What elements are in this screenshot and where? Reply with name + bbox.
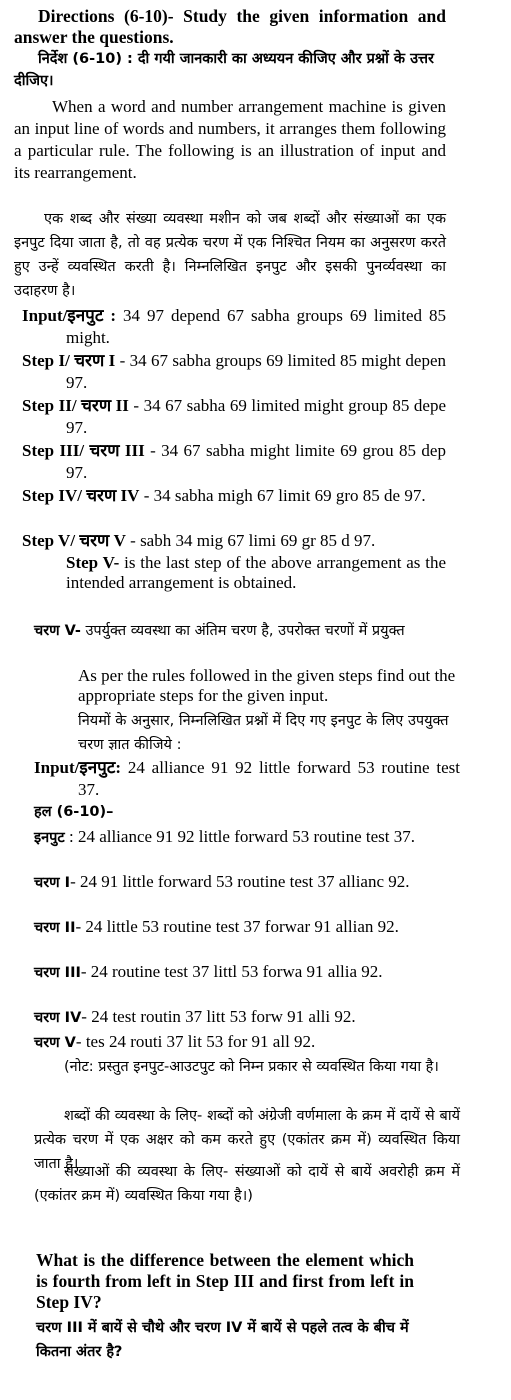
final-step-english: Step V- is the last step of the above arrangement as the intended arrangement is obtained. <box>66 553 446 592</box>
directions-hindi-heading: निर्देश (6-10) <box>38 51 122 67</box>
rules-english: As per the rules followed in the given steps find out the appropriate steps for the given input. <box>78 666 456 705</box>
rules-hindi: नियमों के अनुसार, निम्नलिखित प्रश्नों में दिए गए इनपुट के लिए उपयुक्त चरण ज्ञात कीजिये : <box>78 713 449 753</box>
number-arrangement-rule: संख्याओं की व्यवस्था के लिए- संख्याओं को दायें से बायें अवरोही क्रम में (एकांतर क्रम में) व्यवस्थित किया गया है।) <box>34 1164 460 1204</box>
intro-english: When a word and number arrangement machine is given an input line of words and numbers, it arranges them following a particular rule. The following is an illustration of input and its rearrangement. <box>14 97 446 182</box>
solution-heading: हल (6-10)– <box>34 804 114 820</box>
solution-step-2: चरण II- 24 little 53 routine test 37 forwar 91 allian 92. <box>34 917 399 936</box>
example-step-4: Step IV/ चरण IV - 34 sabha migh 67 limit 69 gro 85 de 97. <box>22 486 426 506</box>
solution-step-5: चरण V- tes 24 routi 37 lit 53 for 91 all 92. <box>34 1032 316 1051</box>
solution-step-3: चरण III- 24 routine test 37 littl 53 forwa 91 allia 92. <box>34 962 383 981</box>
solution-note: (नोट: प्रस्तुत इनपुट-आउटपुट को निम्न प्रकार से व्यवस्थित किया गया है। <box>64 1059 439 1075</box>
example-step-5: Step V/ चरण V - sabh 34 mig 67 limi 69 gr 85 d 97. <box>22 531 376 551</box>
solution-input: इनपुट : 24 alliance 91 92 little forward 53 routine test 37. <box>34 827 416 846</box>
solution-step-4: चरण IV- 24 test routin 37 litt 53 forw 91 alli 92. <box>34 1007 356 1026</box>
question-english: What is the difference between the element which is fourth from left in Step III and first from left in Step IV? <box>36 1250 414 1312</box>
final-step-hindi: चरण V- उपर्युक्त व्यवस्था का अंतिम चरण है, उपरोक्त चरणों में प्रयुक्त <box>34 623 405 639</box>
example-step-3: Step III/ चरण III - 34 67 sabha might limite 69 grou 85 dep 97. <box>22 441 446 482</box>
solution-step-1: चरण I- 24 91 little forward 53 routine test 37 allianc 92. <box>34 872 410 891</box>
word-arrangement-rule: शब्दों की व्यवस्था के लिए- शब्दों को अंग्रेजी वर्णमाला के क्रम में दायें से बायें प्रत्येक चरण में एक अक्षर को कम करते हुए (एकांतर क्रम में) व्यवस्थित किया जाता है। <box>34 1108 460 1172</box>
intro-hindi: एक शब्द और संख्या व्यवस्था मशीन को जब शब्दों और संख्याओं का एक इनपुट दिया जाता है, तो वह प्रत्येक चरण में एक निश्चित नियम का अनुसरण करते हुए उन्हें व्यवस्थित करती है। निम्नलिखित इनपुट और इसकी पुनर्व्यवस्था का उदाहरण है। <box>14 211 446 299</box>
given-input: Input/इनपुट: 24 alliance 91 92 little forward 53 routine test 37. <box>34 758 460 799</box>
directions-hindi <box>14 48 446 92</box>
example-input: Input/इनपुट : 34 97 depend 67 sabha groups 69 limited 85 might. <box>22 306 446 347</box>
question-hindi: चरण III में बायें से चौथे और चरण IV में बायें से पहले तत्व के बीच में कितना अंतर है? <box>36 1320 409 1360</box>
directions-english: Directions (6-10)- Study the given information and answer the questions. <box>14 6 446 47</box>
example-step-2: Step II/ चरण II - 34 67 sabha 69 limited might group 85 depe 97. <box>22 396 447 437</box>
directions-hindi-text: : दी गयी जानकारी का अध्ययन कीजिए और प्रश्नों के उत्तर दीजिए। <box>14 51 434 89</box>
example-step-1: Step I/ चरण I - 34 67 sabha groups 69 limited 85 might depen 97. <box>22 351 446 392</box>
